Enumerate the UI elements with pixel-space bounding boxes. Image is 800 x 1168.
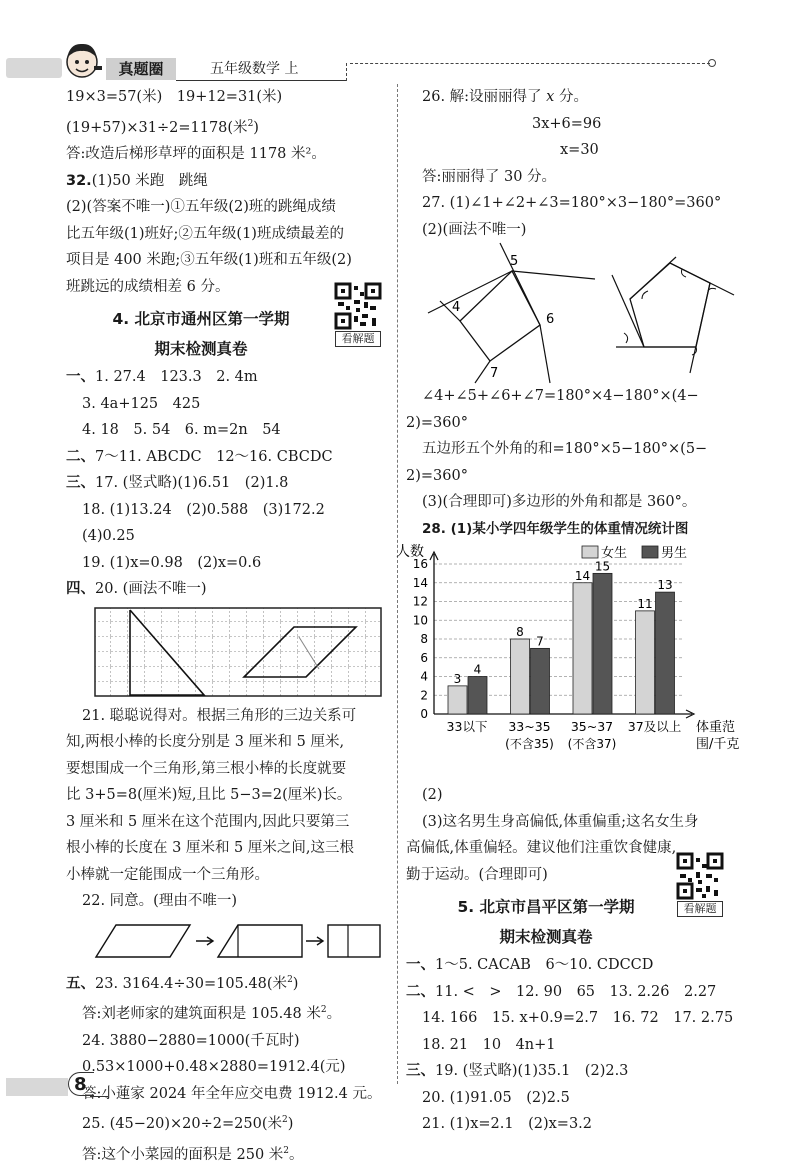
bar-value-label: 7 xyxy=(536,634,544,648)
y-tick-label: 4 xyxy=(420,670,428,684)
text-line: (3)这名男生身高偏低,体重偏重;这名女生身 xyxy=(406,809,736,836)
bar-男生 xyxy=(531,648,550,714)
bar-value-label: 15 xyxy=(595,559,610,573)
answer-line: 一、1. 27.4 123.3 2. 4m xyxy=(66,364,390,391)
text-line: 班跳远的成绩相差 6 分。 xyxy=(66,274,390,301)
section-title: 5. 北京市昌平区第一学期 xyxy=(406,892,686,922)
bar-value-label: 4 xyxy=(474,663,482,677)
y-tick-label: 14 xyxy=(413,576,428,590)
text-line: 2)=360° xyxy=(406,410,736,437)
text-line: 2)=360° xyxy=(406,463,736,490)
answer-line: 26. 解:设丽丽得了 x 分。 xyxy=(406,84,736,111)
legend-swatch xyxy=(582,546,598,558)
x-tick-label: 33~35 xyxy=(508,719,550,734)
answer-line: 3. 4a+125 425 xyxy=(66,391,390,418)
text-line: 根小棒的长度在 3 厘米和 5 厘米之间,这三根 xyxy=(66,835,390,862)
answer-line: 24. 3880−2880=1000(千瓦时) xyxy=(66,1028,390,1055)
answer-line: 三、19. (竖式略)(1)35.1 (2)2.3 xyxy=(406,1058,736,1085)
brand-title: 真题圈 xyxy=(106,58,176,80)
bar-value-label: 8 xyxy=(516,625,524,639)
x-axis-label: 围/千克 xyxy=(696,736,739,752)
page-number: 8 xyxy=(74,1074,87,1095)
legend-swatch xyxy=(642,546,658,558)
answer-line: 一、1～5. CACAB 6～10. CDCCD xyxy=(406,952,736,979)
answer-line: 18. (1)13.24 (2)0.588 (3)172.2 xyxy=(66,497,390,524)
text-line: 勤于运动。(合理即可) xyxy=(406,862,736,889)
bar-value-label: 14 xyxy=(575,569,590,583)
cut-shapes-diagram xyxy=(94,921,384,961)
mascot-logo-icon xyxy=(60,38,104,82)
bar-value-label: 13 xyxy=(657,578,672,592)
answer-line: 21. 聪聪说得对。根据三角形的三边关系可 xyxy=(66,703,390,730)
text-line: 答:刘老师家的建筑面积是 105.48 米$^2$。 xyxy=(66,997,390,1028)
qr-code-icon[interactable] xyxy=(334,282,382,330)
text-line: 五边形五个外角的和=180°×5−180°×(5− xyxy=(406,436,736,463)
y-tick-label: 10 xyxy=(413,613,428,627)
x-tick-note: (不含35) xyxy=(505,737,554,751)
answer-line: 五、23. 3164.4÷30=105.48(米$^2$) xyxy=(66,967,390,998)
text-line: ∠4+∠5+∠6+∠7=180°×4−180°×(4− xyxy=(406,383,736,410)
text-line: (3)(合理即可)多边形的外角和都是 360°。 xyxy=(406,489,736,516)
header-rule xyxy=(176,80,346,81)
view-solution-label[interactable]: 看解题 xyxy=(335,331,381,347)
y-tick-label: 8 xyxy=(420,632,428,646)
answer-line: 20. (1)91.05 (2)2.5 xyxy=(406,1085,736,1112)
bar-男生 xyxy=(656,592,675,714)
header-dash-line xyxy=(350,63,710,64)
footer-decor xyxy=(6,1078,68,1096)
text-line: 答:改造后梯形草坪的面积是 1178 米²。 xyxy=(66,141,390,168)
bar-value-label: 3 xyxy=(454,672,462,686)
text-line: 答:这个小菜园的面积是 250 米$^2$。 xyxy=(66,1138,390,1168)
footer-rule xyxy=(90,1096,108,1097)
header-dot xyxy=(708,59,716,67)
header-decor xyxy=(6,58,62,78)
view-solution-label[interactable]: 看解题 xyxy=(677,901,723,917)
q32-line: 32.(1)50 米跑 跳绳 xyxy=(66,168,390,195)
chart-caption: 28. (1)某小学四年级学生的体重情况统计图 xyxy=(406,516,736,543)
y-tick-label: 0 xyxy=(420,707,428,721)
answer-line: 4. 18 5. 54 6. m=2n 54 xyxy=(66,417,390,444)
y-tick-label: 6 xyxy=(420,651,428,665)
bar-value-label: 11 xyxy=(637,597,652,611)
bar-女生 xyxy=(511,639,530,714)
bar-女生 xyxy=(636,611,655,714)
angle-label-6: 6 xyxy=(546,312,554,327)
qr-code-icon[interactable] xyxy=(676,852,724,900)
text-line: 19×3=57(米) 19+12=31(米) xyxy=(66,84,390,111)
text-line: (19+57)×31÷2=1178(米$^2$) xyxy=(66,111,390,142)
answer-line: 21. (1)x=2.1 (2)x=3.2 xyxy=(406,1111,736,1138)
text-line: 小棒就一定能围成一个三角形。 xyxy=(66,862,390,889)
text-line: 知,两根小棒的长度分别是 3 厘米和 5 厘米, xyxy=(66,729,390,756)
text-line: (2) xyxy=(406,782,736,809)
text-line: 答:小蓮家 2024 年全年应交电费 1912.4 元。 xyxy=(66,1081,390,1108)
answer-line: (4)0.25 xyxy=(66,523,390,550)
y-tick-label: 2 xyxy=(420,688,428,702)
answer-line: 四、20. (画法不唯一) xyxy=(66,576,390,603)
x-tick-label: 33以下 xyxy=(447,719,488,734)
equation-line: x=30 xyxy=(406,137,736,164)
y-tick-label: 16 xyxy=(413,557,428,571)
text-line: 答:丽丽得了 30 分。 xyxy=(406,164,736,191)
equation-line: 3x+6=96 xyxy=(406,111,736,138)
bar-女生 xyxy=(573,583,592,714)
angle-label-7: 7 xyxy=(490,366,498,381)
right-column xyxy=(406,84,736,1138)
text-line: 项目是 400 米跑;③五年级(1)班和五年级(2) xyxy=(66,247,390,274)
answer-line: 19. (1)x=0.98 (2)x=0.6 xyxy=(66,550,390,577)
x-tick-label: 35~37 xyxy=(571,719,613,734)
header-dash-vertical xyxy=(346,63,347,81)
text-line: (2)(答案不唯一)①五年级(2)班的跳绳成绩 xyxy=(66,194,390,221)
answer-line: 22. 同意。(理由不唯一) xyxy=(66,888,390,915)
weight-bar-chart xyxy=(392,542,722,782)
answer-line: 25. (45−20)×20÷2=250(米$^2$) xyxy=(66,1107,390,1138)
section-title: 4. 北京市通州区第一学期 xyxy=(66,304,336,334)
left-column xyxy=(66,84,390,1168)
text-line: 高偏低,体重偏轻。建议他们注重饮食健康, xyxy=(406,835,736,862)
y-tick-label: 12 xyxy=(413,595,428,609)
section-subtitle: 期末检测真卷 xyxy=(66,334,336,364)
angle-label-5: 5 xyxy=(510,254,518,269)
page-header xyxy=(0,0,800,84)
answer-line: 二、11. < > 12. 90 65 13. 2.26̇ 2.27 xyxy=(406,979,736,1006)
bar-男生 xyxy=(593,573,612,714)
answer-line: 18. 21 10 4n+1 xyxy=(406,1032,736,1059)
text-line: (2)(画法不唯一) xyxy=(406,217,736,244)
answer-line: 二、7～11. ABCDC 12～16. CBCDC xyxy=(66,444,390,471)
legend-label: 男生 xyxy=(661,545,687,561)
answer-line: 三、17. (竖式略)(1)6.51 (2)1.8 xyxy=(66,470,390,497)
answer-line: 14. 166 15. x+0.9=2.7 16. 72 17. 2.75 xyxy=(406,1005,736,1032)
x-axis-label: 体重范 xyxy=(696,719,735,735)
section-subtitle: 期末检测真卷 xyxy=(406,922,686,952)
text-line: 0.53×1000+0.48×2880=1912.4(元) xyxy=(66,1054,390,1081)
text-line: 比五年级(1)班好;②五年级(1)班成绩最差的 xyxy=(66,221,390,248)
text-line: 3 厘米和 5 厘米在这个范围内,因此只要第三 xyxy=(66,809,390,836)
bar-女生 xyxy=(448,686,467,714)
exterior-angle-diagram xyxy=(420,243,740,383)
y-axis-label: 人数 xyxy=(396,543,424,560)
text-line: 要想围成一个三角形,第三根小棒的长度就要 xyxy=(66,756,390,783)
text-line: 比 3+5=8(厘米)短,且比 5−3=2(厘米)长。 xyxy=(66,782,390,809)
grid-drawing xyxy=(94,607,384,699)
x-tick-label: 37及以上 xyxy=(628,719,681,734)
answer-line: 27. (1)∠1+∠2+∠3=180°×3−180°=360° xyxy=(406,190,736,217)
bar-男生 xyxy=(468,677,487,715)
book-subtitle: 五年级数学 上 xyxy=(210,58,298,78)
angle-label-4: 4 xyxy=(452,300,460,315)
x-tick-note: (不含37) xyxy=(568,737,617,751)
legend-label: 女生 xyxy=(601,545,627,561)
